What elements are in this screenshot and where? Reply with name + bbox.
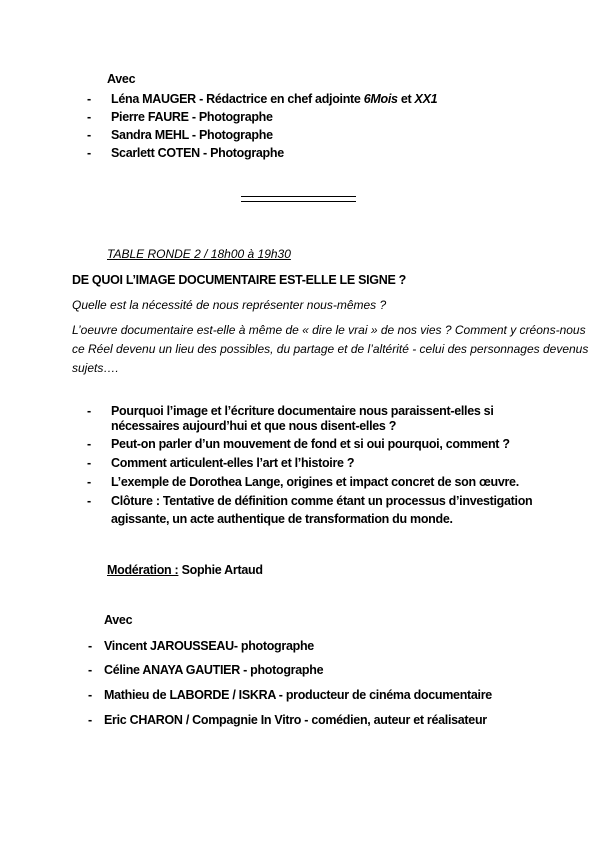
section-title: DE QUOI L’IMAGE DOCUMENTAIRE EST-ELLE LE SIGNE ? (72, 273, 407, 287)
list-item: - Pierre FAURE - Photographe (87, 110, 273, 124)
lead-question: Quelle est la nécessité de nous représenter nous-mêmes ? (72, 298, 387, 312)
list-item: - Céline ANAYA GAUTIER - photographe (88, 663, 324, 677)
topic-item-cont: nécessaires aujourd’hui et que nous disent-elles ? (111, 419, 397, 433)
topic-item: - L’exemple de Dorothea Lange, origines et impact concret de son œuvre. (87, 475, 519, 489)
moderation-line: Modération : Sophie Artaud (107, 563, 263, 577)
list-item: - Sandra MEHL - Photographe (87, 128, 273, 142)
list-item: - Vincent JAROUSSEAU- photographe (88, 639, 314, 653)
session-label: TABLE RONDE 2 / 18h00 à 19h30 (107, 247, 291, 261)
divider-line (241, 196, 356, 197)
divider-line (241, 201, 356, 202)
list-item: - Mathieu de LABORDE / ISKRA - producteur de cinéma documentaire (88, 688, 492, 702)
topic-item-cont: agissante, un acte authentique de transformation du monde. (111, 512, 453, 526)
topic-item: - Peut-on parler d’un mouvement de fond et si oui pourquoi, comment ? (87, 437, 510, 451)
avec-heading: Avec (107, 72, 136, 86)
list-item: - Scarlett COTEN - Photographe (87, 146, 284, 160)
intro-line: L’oeuvre documentaire est-elle à même de « dire le vrai » de nos vies ? Comment y créons-nous (72, 323, 586, 337)
intro-line: ce Réel devenu un lieu des possibles, du partage et de l’altérité - celui des personnages devenus (72, 342, 589, 356)
topic-item: - Comment articulent-elles l’art et l’histoire ? (87, 456, 355, 470)
list-item: - Eric CHARON / Compagnie In Vitro - comédien, auteur et réalisateur (88, 713, 487, 727)
topic-item: - Clôture : Tentative de définition comme étant un processus d’investigation (87, 494, 533, 508)
avec-heading: Avec (104, 613, 133, 627)
list-item: - Léna MAUGER - Rédactrice en chef adjointe 6Mois et XX1 (87, 92, 438, 106)
intro-line: sujets…. (72, 361, 119, 375)
topic-item: - Pourquoi l’image et l’écriture documentaire nous paraissent-elles si (87, 404, 494, 418)
